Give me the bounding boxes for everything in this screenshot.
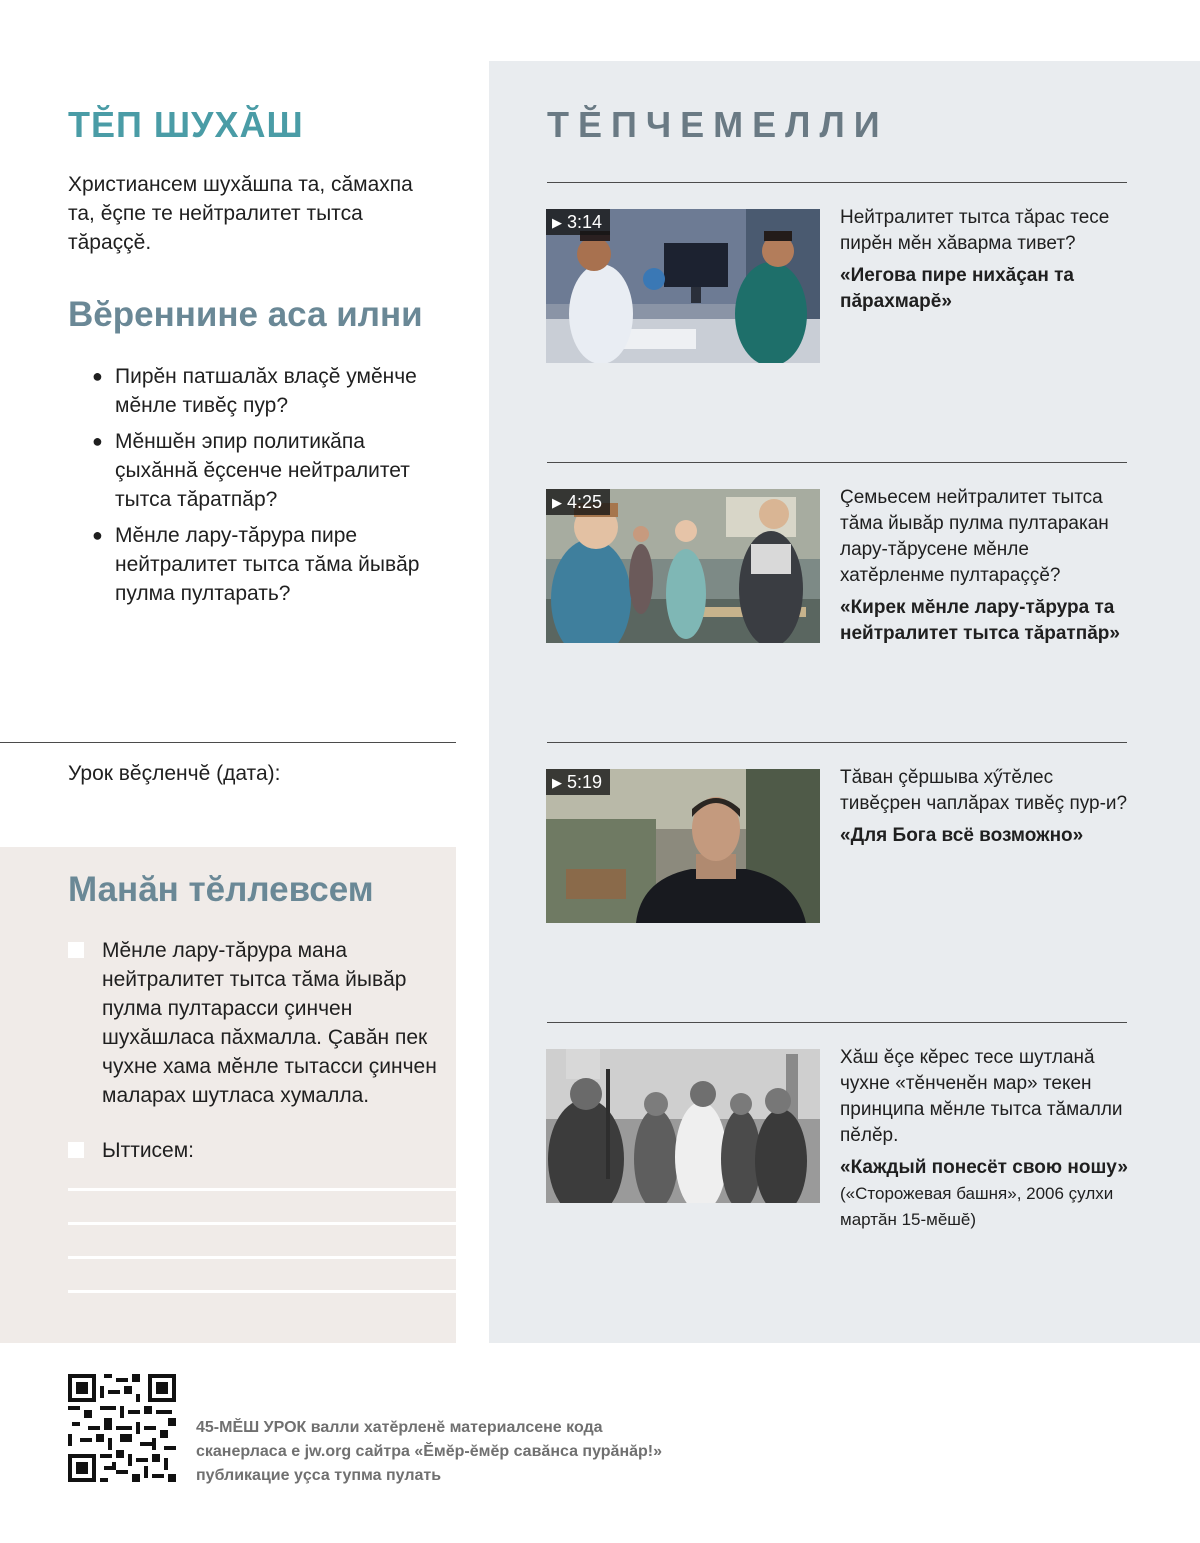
writing-line[interactable] — [68, 1256, 456, 1259]
video-thumbnail[interactable] — [546, 209, 820, 363]
explore-card-text — [840, 485, 1130, 647]
video-thumbnail[interactable] — [546, 489, 820, 643]
review-item — [92, 521, 452, 608]
video-duration — [546, 489, 610, 515]
divider — [0, 742, 456, 743]
review-item — [92, 427, 452, 514]
checkbox-icon[interactable] — [68, 1142, 84, 1158]
writing-line[interactable] — [68, 1188, 456, 1191]
card-question: Хăш ĕçе кĕрес тесе шутланă чухне «тĕнченĕн мар» текен принципа мĕнле тытса тăмалли пĕлĕр. — [840, 1047, 1123, 1146]
divider — [547, 742, 1127, 743]
explore-card-text — [840, 1045, 1130, 1233]
summary-title: ТĔП ШУХĂШ — [68, 104, 304, 145]
card-title[interactable] — [840, 595, 1130, 647]
divider — [547, 1022, 1127, 1023]
goal-item — [68, 1136, 438, 1165]
review-title: Вĕреннине аса илни — [68, 295, 423, 334]
card-title-text[interactable]: «Для Бога всё возможно» — [840, 825, 1084, 846]
bullet-icon: ● — [92, 525, 103, 545]
goals-title: Манăн тĕллевсем — [68, 870, 374, 909]
review-item-text: Мĕнле лару-тăрура пире нейтралитет тытса тăма йывăр пулма пултарать? — [115, 524, 420, 605]
bullet-icon: ● — [92, 366, 103, 386]
explore-card-text — [840, 205, 1130, 315]
duration-text: 3:14 — [567, 212, 603, 232]
review-item-text: Пирĕн патшалăх влаçĕ умĕнче мĕнле тивĕç пур? — [115, 365, 417, 417]
bullet-icon: ● — [92, 431, 103, 451]
goal-item — [68, 936, 438, 1110]
card-source: («Сторожевая башня», 2006 çулхи мартăн 15-мĕшĕ) — [840, 1184, 1114, 1229]
card-title-text[interactable]: «Кирек мĕнле лару-тăрура та нейтралитет тытса тăратпăр» — [840, 597, 1120, 644]
summary-text: Христиансем шухăшпа та, сăмахпа та, ĕçпе те нейтралитет тытса тăраççĕ. — [68, 173, 413, 254]
biblical-scene-image — [546, 1049, 820, 1203]
card-title-text[interactable]: «Каждый понесёт свою ношу» — [840, 1157, 1128, 1178]
duration-text: 4:25 — [567, 492, 603, 512]
divider — [547, 182, 1127, 183]
review-item-text: Мĕншĕн эпир политикăпа çыхăннă ĕçсенче нейтралитет тытса тăратпăр? — [115, 430, 410, 511]
date-label: Урок вĕçленчĕ (дата): — [68, 762, 281, 785]
card-title[interactable] — [840, 823, 1130, 849]
explore-title: ТĔПЧЕМЕЛЛИ — [547, 104, 889, 145]
article-thumbnail[interactable] — [546, 1049, 820, 1203]
card-question: Тăван çĕршыва хӳтĕлес тивĕçрен чаплăрах тивĕç пур-и? — [840, 767, 1128, 814]
card-question: Нейтралитет тытса тăрас тесе пирĕн мĕн хăварма тивет? — [840, 207, 1110, 254]
qr-code[interactable] — [68, 1374, 176, 1482]
goal-item-text: Ыттисем: — [102, 1139, 195, 1162]
card-title-text[interactable]: «Иегова пире нихăçан та пăрахмарĕ» — [840, 265, 1074, 312]
goal-item-text: Мĕнле лару-тăрура мана нейтралитет тытса тăма йывăр пулма пултарасси çинчен шухăшласа пăхмалла. Çавăн пек чухне хама мĕнле тытасси çинчен маларах шутласа хумалла. — [102, 939, 437, 1107]
duration-text: 5:19 — [567, 772, 603, 792]
video-thumbnail[interactable] — [546, 769, 820, 923]
writing-lines[interactable] — [68, 1188, 456, 1324]
play-icon: ▶ — [552, 775, 562, 790]
play-icon: ▶ — [552, 215, 562, 230]
card-question: Çемьесем нейтралитет тытса тăма йывăр пулма пултаракан лару-тăрусене мĕнле хатĕрленме пултараççĕ? — [840, 487, 1109, 586]
writing-line[interactable] — [68, 1290, 456, 1293]
card-title[interactable] — [840, 263, 1130, 315]
review-item — [92, 362, 452, 420]
writing-line[interactable] — [68, 1222, 456, 1225]
video-duration — [546, 209, 610, 235]
divider — [547, 462, 1127, 463]
video-duration — [546, 769, 610, 795]
card-title[interactable] — [840, 1155, 1130, 1233]
review-list — [92, 362, 452, 615]
footer-text: 45-МĔШ УРОК валли хатĕрленĕ материалсене кода сканерласа е jw.org сайтра «Ĕмĕр-ĕмĕр савăнса пурăнăр!» публикацие уçса тупма пулать — [196, 1419, 662, 1484]
explore-card-text — [840, 765, 1130, 849]
checkbox-icon[interactable] — [68, 942, 84, 958]
play-icon: ▶ — [552, 495, 562, 510]
